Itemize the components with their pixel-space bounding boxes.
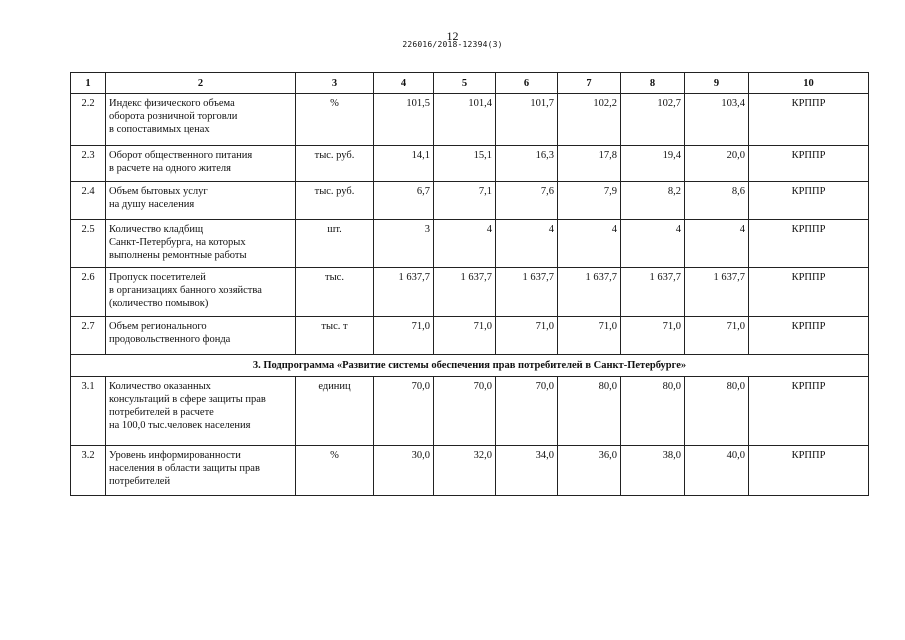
indicators-table	[70, 72, 869, 496]
row-number: 2.3	[71, 146, 106, 182]
responsible-cell: КРППР	[749, 146, 869, 182]
indicator-name: Оборот общественного питания в расчете на одного жителя	[106, 146, 296, 182]
row-number: 2.5	[71, 220, 106, 268]
value-cell: 1 637,7	[496, 268, 558, 317]
value-cell: 4	[621, 220, 685, 268]
value-cell: 4	[685, 220, 749, 268]
indicator-name: Пропуск посетителей в организациях банного хозяйства (количество помывок)	[106, 268, 296, 317]
unit-cell: %	[296, 94, 374, 146]
value-cell: 7,6	[496, 182, 558, 220]
value-cell: 6,7	[374, 182, 434, 220]
column-header: 4	[374, 73, 434, 94]
column-header: 1	[71, 73, 106, 94]
value-cell: 80,0	[621, 377, 685, 446]
value-cell: 36,0	[558, 446, 621, 496]
row-number: 2.4	[71, 182, 106, 220]
value-cell: 1 637,7	[558, 268, 621, 317]
unit-cell: %	[296, 446, 374, 496]
responsible-cell: КРППР	[749, 317, 869, 355]
row-number: 3.1	[71, 377, 106, 446]
column-header: 10	[749, 73, 869, 94]
value-cell: 15,1	[434, 146, 496, 182]
table-row	[71, 317, 869, 355]
unit-cell: тыс.	[296, 268, 374, 317]
column-header: 8	[621, 73, 685, 94]
value-cell: 32,0	[434, 446, 496, 496]
value-cell: 71,0	[621, 317, 685, 355]
value-cell: 1 637,7	[434, 268, 496, 317]
value-cell: 80,0	[685, 377, 749, 446]
indicator-name: Количество оказанных консультаций в сфере защиты прав потребителей в расчете на 100,0 тыс.человек населения	[106, 377, 296, 446]
column-header: 3	[296, 73, 374, 94]
unit-cell: единиц	[296, 377, 374, 446]
value-cell: 4	[558, 220, 621, 268]
value-cell: 17,8	[558, 146, 621, 182]
value-cell: 1 637,7	[621, 268, 685, 317]
value-cell: 71,0	[434, 317, 496, 355]
table-row	[71, 146, 869, 182]
value-cell: 71,0	[685, 317, 749, 355]
table-row	[71, 182, 869, 220]
responsible-cell: КРППР	[749, 182, 869, 220]
responsible-cell: КРППР	[749, 268, 869, 317]
value-cell: 38,0	[621, 446, 685, 496]
value-cell: 20,0	[685, 146, 749, 182]
indicator-name: Количество кладбищ Санкт-Петербурга, на которых выполнены ремонтные работы	[106, 220, 296, 268]
responsible-cell: КРППР	[749, 377, 869, 446]
value-cell: 80,0	[558, 377, 621, 446]
value-cell: 4	[434, 220, 496, 268]
row-number: 2.6	[71, 268, 106, 317]
value-cell: 102,2	[558, 94, 621, 146]
table-row	[71, 377, 869, 446]
row-number: 2.7	[71, 317, 106, 355]
table-row	[71, 94, 869, 146]
page-number: 12	[446, 29, 459, 43]
unit-cell: тыс. руб.	[296, 146, 374, 182]
table-body	[71, 94, 869, 496]
unit-cell: шт.	[296, 220, 374, 268]
document-id: 226016/2018-12394(3)	[402, 40, 503, 49]
value-cell: 1 637,7	[374, 268, 434, 317]
table-row	[71, 446, 869, 496]
column-header: 6	[496, 73, 558, 94]
indicator-name: Объем бытовых услуг на душу населения	[106, 182, 296, 220]
indicator-name: Индекс физического объема оборота розничной торговли в сопоставимых ценах	[106, 94, 296, 146]
unit-cell: тыс. руб.	[296, 182, 374, 220]
value-cell: 101,7	[496, 94, 558, 146]
value-cell: 102,7	[621, 94, 685, 146]
section-title: 3. Подпрограмма «Развитие системы обеспечения прав потребителей в Санкт-Петербурге»	[71, 355, 869, 377]
value-cell: 7,1	[434, 182, 496, 220]
section-row	[71, 355, 869, 377]
value-cell: 70,0	[434, 377, 496, 446]
value-cell: 40,0	[685, 446, 749, 496]
value-cell: 103,4	[685, 94, 749, 146]
table-row	[71, 268, 869, 317]
column-header: 5	[434, 73, 496, 94]
value-cell: 3	[374, 220, 434, 268]
value-cell: 34,0	[496, 446, 558, 496]
responsible-cell: КРППР	[749, 220, 869, 268]
indicator-name: Уровень информированности населения в области защиты прав потребителей	[106, 446, 296, 496]
value-cell: 101,5	[374, 94, 434, 146]
value-cell: 16,3	[496, 146, 558, 182]
column-header: 9	[685, 73, 749, 94]
value-cell: 71,0	[374, 317, 434, 355]
table-row	[71, 220, 869, 268]
value-cell: 4	[496, 220, 558, 268]
value-cell: 14,1	[374, 146, 434, 182]
indicator-name: Объем регионального продовольственного фонда	[106, 317, 296, 355]
value-cell: 19,4	[621, 146, 685, 182]
row-number: 3.2	[71, 446, 106, 496]
responsible-cell: КРППР	[749, 446, 869, 496]
header-row	[71, 73, 869, 94]
column-header: 7	[558, 73, 621, 94]
responsible-cell: КРППР	[749, 94, 869, 146]
value-cell: 8,6	[685, 182, 749, 220]
value-cell: 71,0	[496, 317, 558, 355]
value-cell: 71,0	[558, 317, 621, 355]
value-cell: 101,4	[434, 94, 496, 146]
value-cell: 8,2	[621, 182, 685, 220]
value-cell: 70,0	[374, 377, 434, 446]
value-cell: 7,9	[558, 182, 621, 220]
value-cell: 70,0	[496, 377, 558, 446]
unit-cell: тыс. т	[296, 317, 374, 355]
value-cell: 1 637,7	[685, 268, 749, 317]
row-number: 2.2	[71, 94, 106, 146]
value-cell: 30,0	[374, 446, 434, 496]
column-header: 2	[106, 73, 296, 94]
